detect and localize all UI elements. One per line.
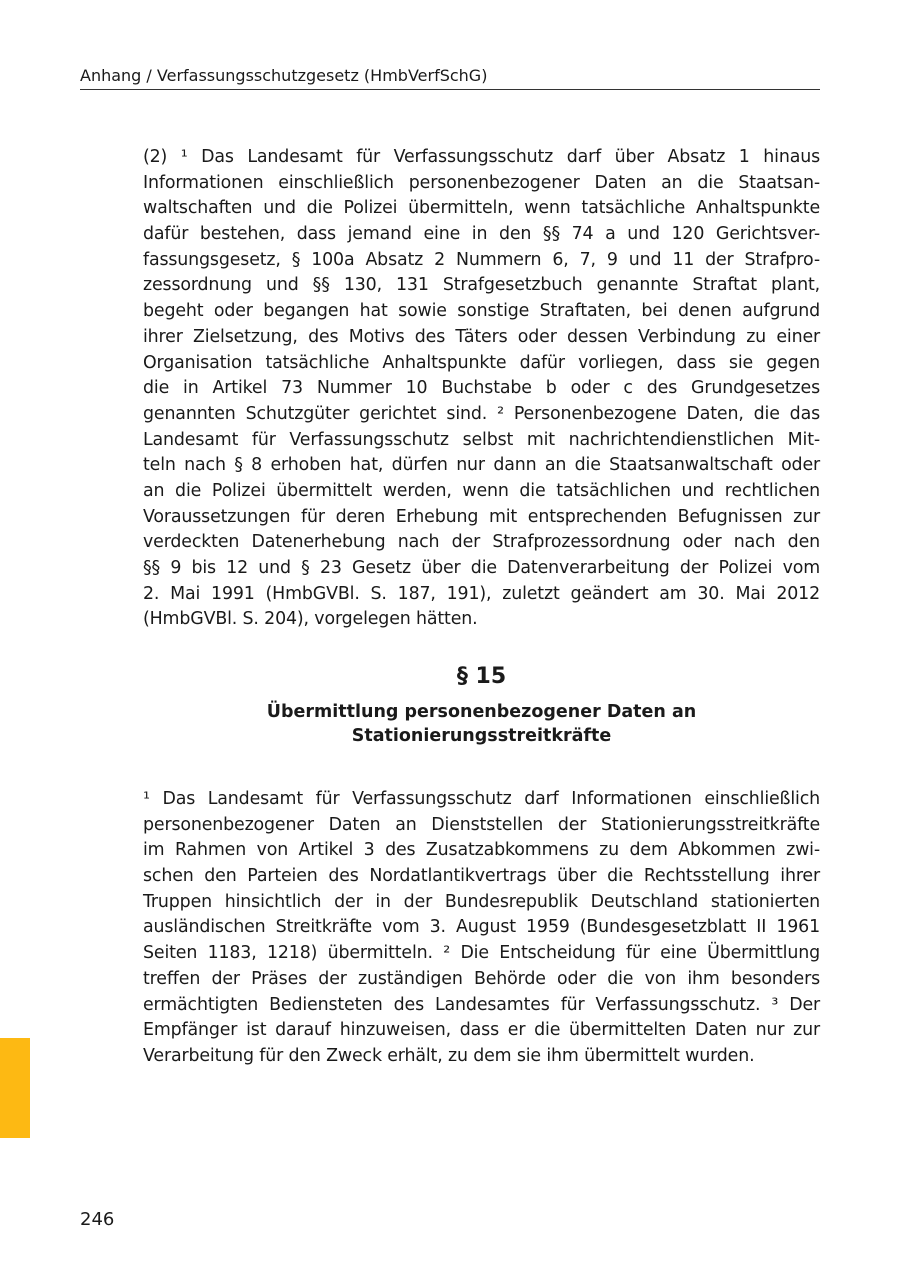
text-line: zessordnung und §§ 130, 131 Strafgesetzbuch genannte Straftat plant, xyxy=(143,275,820,296)
chapter-tab-marker xyxy=(0,1038,30,1138)
running-header: Anhang / Verfassungsschutzgesetz (HmbVerfSchG) xyxy=(80,66,820,90)
text-line: waltschaften und die Polizei übermitteln, wenn tatsächliche Anhaltspunkte xyxy=(143,198,820,219)
text-line: Empfänger ist darauf hinzuweisen, dass er die übermittelten Daten nur zur xyxy=(143,1020,820,1041)
text-line: Verarbeitung für den Zweck erhält, zu dem sie ihm übermittelt wurden. xyxy=(143,1045,755,1066)
text-line: Seiten 1183, 1218) übermitteln. ² Die Entscheidung für eine Übermittlung xyxy=(143,943,820,964)
section-title-line: Stationierungsstreitkräfte xyxy=(351,726,612,746)
text-line: (HmbGVBl. S. 204), vorgelegen hätten. xyxy=(143,609,478,630)
text-line: Landesamt für Verfassungsschutz selbst mit nachrichtendienstlichen Mit- xyxy=(143,429,820,450)
text-line: begeht oder begangen hat sowie sonstige Straftaten, bei denen aufgrund xyxy=(143,301,820,322)
text-line: ermächtigten Bediensteten des Landesamtes für Verfassungsschutz. ³ Der xyxy=(143,994,820,1015)
text-line: (2) ¹ Das Landesamt für Verfassungsschutz darf über Absatz 1 hinaus xyxy=(143,147,820,167)
text-line: ihrer Zielsetzung, des Motivs des Täters oder dessen Verbindung zu einer xyxy=(143,326,820,347)
text-line: dafür bestehen, dass jemand eine in den §§ 74 a und 120 Gerichtsver- xyxy=(143,224,820,245)
text-line: treffen der Präses der zuständigen Behörde oder die von ihm besonders xyxy=(143,968,820,989)
text-line: genannten Schutzgüter gerichtet sind. ² Personenbezogene Daten, die das xyxy=(143,403,820,424)
text-line: schen den Parteien des Nordatlantikvertrags über die Rechtsstellung ihrer xyxy=(143,866,820,887)
text-line: personenbezogener Daten an Dienststellen der Stationierungsstreitkräfte xyxy=(143,814,820,835)
text-line: Truppen hinsichtlich der in der Bundesrepublik Deutschland stationierten xyxy=(143,891,820,912)
text-line: Informationen einschließlich personenbezogener Daten an die Staatsan- xyxy=(143,172,820,193)
text-line: ausländischen Streitkräfte vom 3. August 1959 (Bundesgesetzblatt II 1961 xyxy=(143,917,820,938)
text-line: ¹ Das Landesamt für Verfassungsschutz darf Informationen einschließlich xyxy=(143,789,820,809)
text-line: §§ 9 bis 12 und § 23 Gesetz über die Datenverarbeitung der Polizei vom xyxy=(143,558,820,578)
text-line: verdeckten Datenerhebung nach der Strafprozessordnung oder nach den xyxy=(143,532,820,553)
text-line: im Rahmen von Artikel 3 des Zusatzabkommens zu dem Abkommen zwi- xyxy=(143,840,820,861)
page-number: 246 xyxy=(80,1209,115,1230)
text-line: an die Polizei übermittelt werden, wenn die tatsächlichen und rechtlichen xyxy=(143,480,820,501)
text-line: die in Artikel 73 Nummer 10 Buchstabe b oder c des Grundgesetzes xyxy=(143,378,820,399)
section-title xyxy=(143,700,820,748)
text-line: 2. Mai 1991 (HmbGVBl. S. 187, 191), zuletzt geändert am 30. Mai 2012 xyxy=(143,583,820,604)
text-line: teln nach § 8 erhoben hat, dürfen nur dann an die Staatsanwaltschaft oder xyxy=(143,455,820,476)
text-line: Voraussetzungen für deren Erhebung mit entsprechenden Befugnissen zur xyxy=(143,506,820,527)
section-15-paragraph xyxy=(143,787,820,1070)
section-number: § 15 xyxy=(456,664,507,689)
text-line: Organisation tatsächliche Anhaltspunkte dafür vorliegen, dass sie gegen xyxy=(143,352,820,373)
text-line: fassungsgesetz, § 100a Absatz 2 Nummern 6, 7, 9 und 11 der Strafpro- xyxy=(143,249,820,270)
paragraph-2 xyxy=(143,145,820,633)
section-title-line: Übermittlung personenbezogener Daten an xyxy=(266,702,697,722)
